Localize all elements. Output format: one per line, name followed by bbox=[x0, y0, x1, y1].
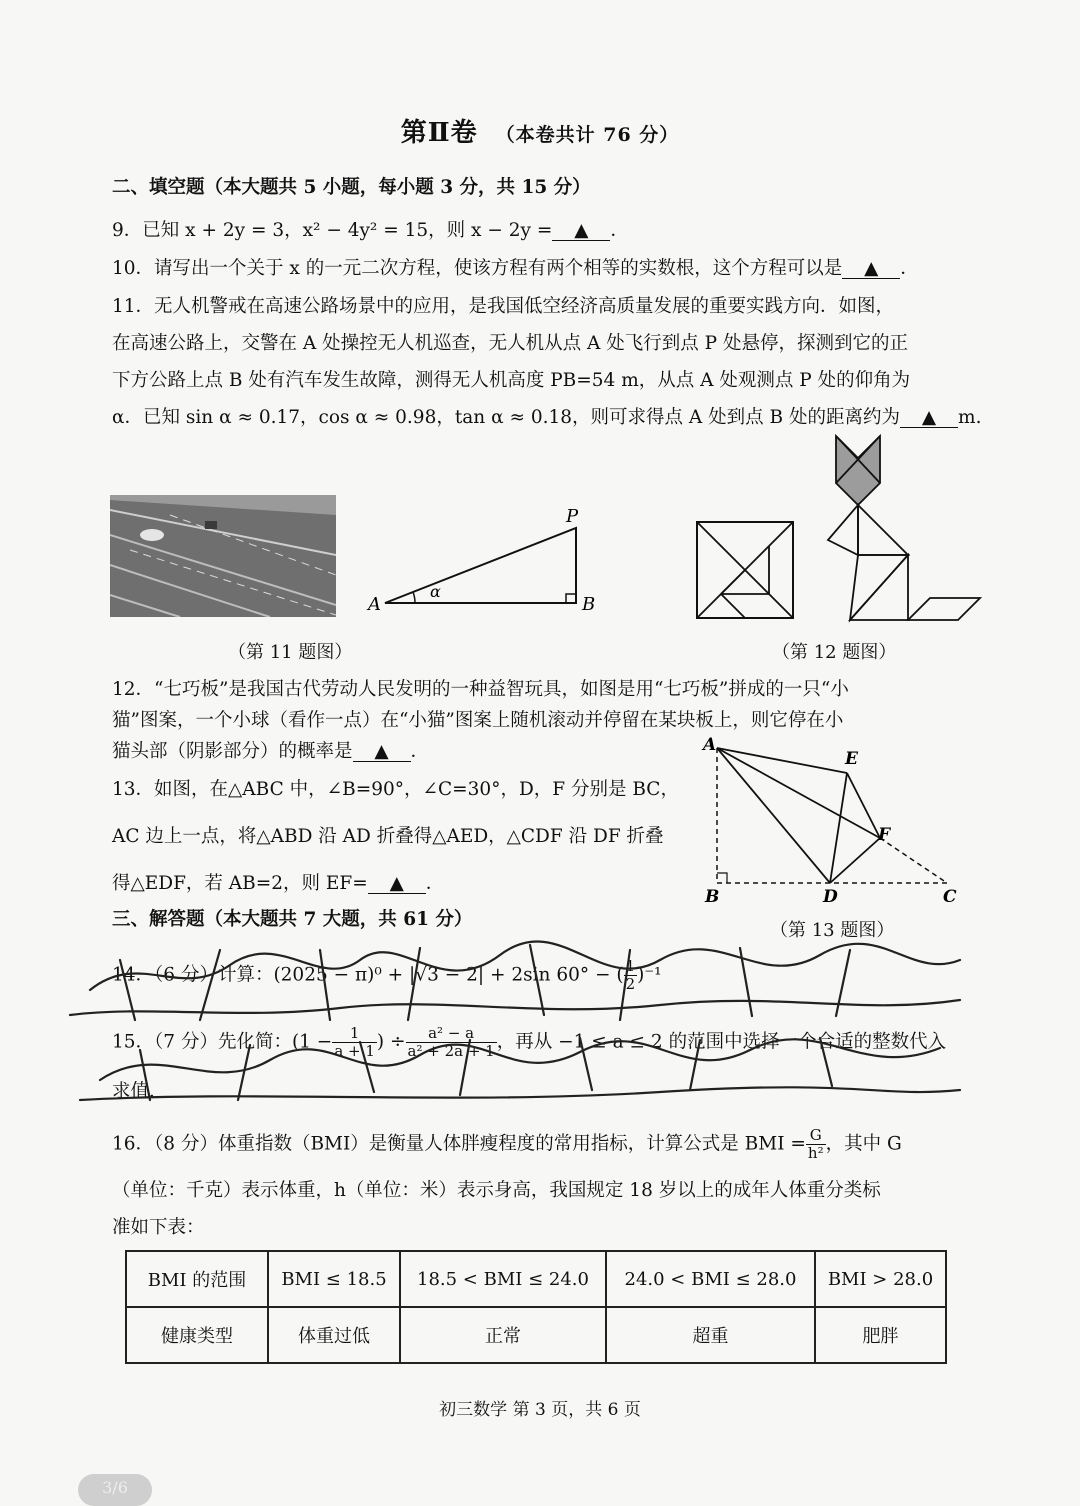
label-alpha: α bbox=[430, 582, 441, 601]
fraction: $\frac{\text{a² − a}}{\text{a² + 2a + 1}}$ bbox=[407, 1024, 495, 1060]
answer-blank: ▲ bbox=[368, 875, 426, 894]
label-A: A bbox=[368, 594, 381, 615]
question-11-line-2: 在高速公路上，交警在 A 处操控无人机巡查，无人机从点 A 处飞行到点 P 处悬停，探测到它的正 bbox=[112, 333, 908, 354]
title-text: 第Ⅱ卷 bbox=[400, 118, 478, 148]
table-cell: 肥胖 bbox=[815, 1307, 946, 1363]
fraction: $\frac{1}{2}$ bbox=[625, 957, 636, 993]
question-11-line-3: 下方公路上点 B 处有汽车发生故障，测得无人机高度 PB=54 m，从点 A 处观测点 P 处的仰角为 bbox=[112, 370, 911, 391]
question-10: 10．请写出一个关于 x 的一元二次方程，使该方程有两个相等的实数根，这个方程可以是 ▲ ． bbox=[112, 258, 919, 279]
tangram-cat bbox=[820, 432, 990, 627]
question-15-line-2: 求值． bbox=[112, 1081, 168, 1102]
page-footer: 初三数学 第 3 页，共 6 页 bbox=[439, 1400, 641, 1420]
figure-11-triangle bbox=[360, 500, 610, 620]
question-16-line-2: （单位：千克）表示体重，h（单位：米）表示身高，我国规定 18 岁以上的成年人体重分类标 bbox=[112, 1180, 881, 1201]
figure-13-caption: （第 13 题图） bbox=[770, 920, 895, 941]
table-cell: 超重 bbox=[606, 1307, 815, 1363]
title-score: （本卷共计 76 分） bbox=[495, 124, 680, 146]
table-cell: 健康类型 bbox=[126, 1307, 268, 1363]
handwritten-scribble bbox=[60, 920, 980, 1120]
question-9: 9．已知 x + 2y = 3，x² − 4y² = 15，则 x − 2y = ▲ ． bbox=[112, 220, 629, 241]
question-13-line-3: 得△EDF，若 AB=2，则 EF= ▲ ． bbox=[112, 873, 445, 894]
table-cell: 18.5 < BMI ≤ 24.0 bbox=[400, 1251, 606, 1307]
table-row bbox=[126, 1307, 946, 1363]
table-cell: BMI 的范围 bbox=[126, 1251, 268, 1307]
figure-11-caption: （第 11 题图） bbox=[228, 642, 353, 663]
answer-blank: ▲ bbox=[900, 409, 958, 428]
table-cell: 24.0 < BMI ≤ 28.0 bbox=[606, 1251, 815, 1307]
table-cell: 体重过低 bbox=[268, 1307, 400, 1363]
label-F: F bbox=[878, 825, 891, 845]
drone-highway-photo bbox=[110, 495, 336, 617]
table-cell: BMI > 28.0 bbox=[815, 1251, 946, 1307]
question-13-line-2: AC 边上一点，将△ABD 沿 AD 折叠得△AED，△CDF 沿 DF 折叠 bbox=[112, 826, 664, 847]
section-2-heading: 二、填空题（本大题共 5 小题，每小题 3 分，共 15 分） bbox=[112, 177, 591, 198]
table-cell: BMI ≤ 18.5 bbox=[268, 1251, 400, 1307]
question-12-line-2: 猫”图案，一个小球（看作一点）在“小猫”图案上随机滚动并停留在某块板上，则它停在小 bbox=[112, 710, 844, 731]
tangram-square bbox=[690, 515, 800, 625]
answer-blank: ▲ bbox=[552, 222, 610, 241]
answer-blank: ▲ bbox=[353, 743, 411, 762]
page-indicator: 3/6 bbox=[78, 1474, 152, 1506]
answer-blank: ▲ bbox=[842, 260, 900, 279]
question-11-line-1: 11．无人机警戒在高速公路场景中的应用，是我国低空经济高质量发展的重要实践方向．如图， bbox=[112, 296, 895, 317]
fraction: $\frac{1}{a + 1}$ bbox=[334, 1024, 375, 1060]
label-B: B bbox=[705, 887, 720, 907]
fraction: $\frac{G}{\text{h²}}$ bbox=[807, 1126, 824, 1162]
question-15: 15．（7 分）先化简：(1 − $\frac{1}{a + 1}$ ) ÷ $\frac{\text{a² − a}}{\text{a² + 2a + 1}}$ ，再从 −1 ≤ a ≤ 2 的范围中选择一个合适的整数代入 bbox=[112, 1024, 947, 1060]
question-14: 14．（6 分）计算：(2025 − π)⁰ + |√3 − 2| + 2sin 60° − ( $\frac{1}{2}$ )⁻¹ bbox=[112, 957, 662, 993]
question-12-line-1: 12．“七巧板”是我国古代劳动人民发明的一种益智玩具，如图是用“七巧板”拼成的一只“小 bbox=[112, 679, 849, 700]
figure-13-triangle bbox=[695, 730, 975, 910]
label-B: B bbox=[582, 594, 596, 615]
page-title bbox=[0, 112, 1080, 149]
question-16-line-1: 16．（8 分）体重指数（BMI）是衡量人体胖瘦程度的常用指标，计算公式是 BMI = $\frac{G}{\text{h²}}$ ，其中 G bbox=[112, 1126, 902, 1162]
question-16-line-3: 准如下表： bbox=[112, 1217, 205, 1238]
figure-12-caption: （第 12 题图） bbox=[772, 642, 897, 663]
label-C: C bbox=[943, 887, 957, 907]
label-E: E bbox=[845, 749, 858, 769]
bmi-table bbox=[125, 1250, 947, 1364]
question-12-line-3: 猫头部（阴影部分）的概率是 ▲ ． bbox=[112, 741, 430, 762]
question-13-line-1: 13．如图，在△ABC 中，∠B=90°，∠C=30°，D，F 分别是 BC， bbox=[112, 779, 679, 800]
question-11-line-4: α．已知 sin α ≈ 0.17，cos α ≈ 0.98，tan α ≈ 0.18，则可求得点 A 处到点 B 处的距离约为 ▲ m. bbox=[112, 407, 982, 428]
section-3-heading: 三、解答题（本大题共 7 大题，共 61 分） bbox=[112, 909, 473, 930]
label-A: A bbox=[703, 735, 717, 755]
table-cell: 正常 bbox=[400, 1307, 606, 1363]
label-D: D bbox=[823, 887, 838, 907]
table-row bbox=[126, 1251, 946, 1307]
label-P: P bbox=[566, 506, 579, 527]
